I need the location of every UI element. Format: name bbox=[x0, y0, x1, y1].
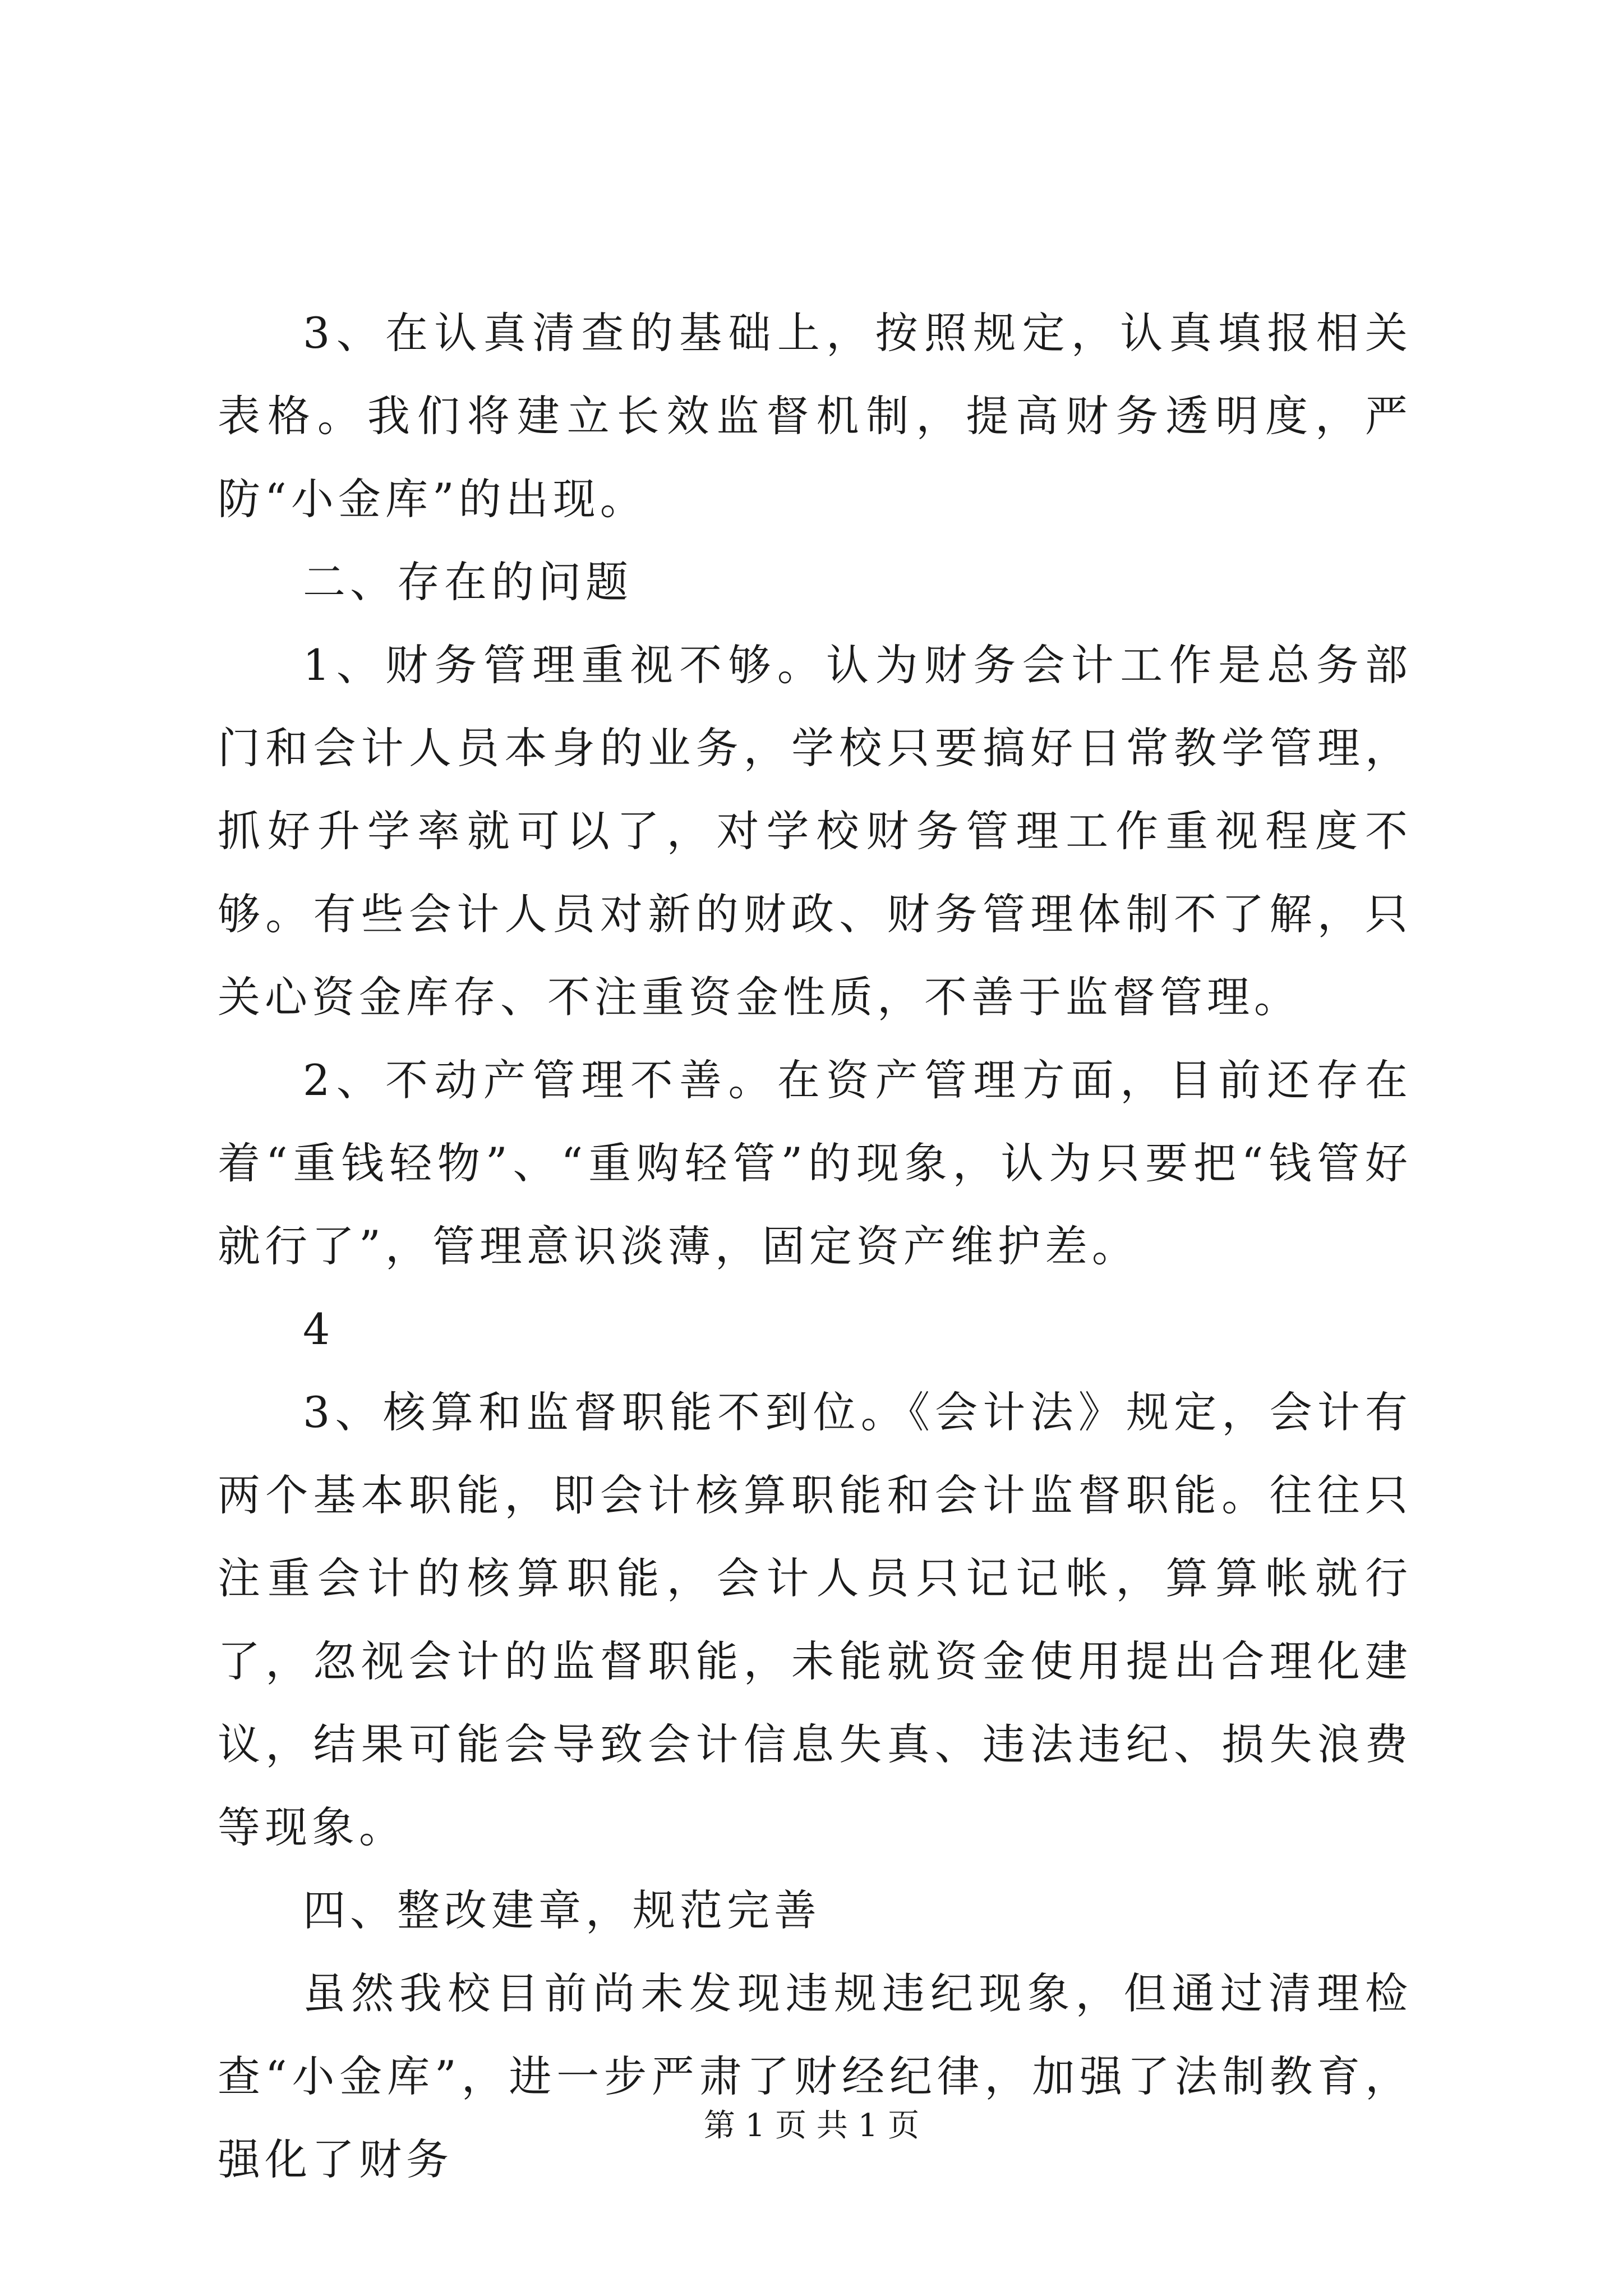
page-footer: 第 1 页 共 1 页 bbox=[703, 2108, 920, 2144]
section-heading-existing-problems: 二、存在的问题 bbox=[303, 557, 633, 607]
paragraph-item-3-reporting: 3、在认真清查的基础上，按照规定，认真填报相关表格。我们将建立长效监督机制，提高财务透明度，严防“小金库”的出现。 bbox=[218, 308, 1412, 524]
section-heading-rectification: 四、整改建章，规范完善 bbox=[303, 1885, 821, 1935]
paragraph-item-1-financial-management: 1、财务管理重视不够。认为财务会计工作是总务部门和会计人员本身的业务，学校只要搞好日常教学管理，抓好升学率就可以了，对学校财务管理工作重视程度不够。有些会计人员对新的财政、财务管理体制不了解，只关心资金库存、不注重资金性质，不善于监督管理。 bbox=[218, 640, 1412, 1022]
paragraph-rectification-body: 虽然我校目前尚未发现违规违纪现象，但通过清理检查“小金库”，进一步严肃了财经纪律，加强了法制教育，强化了财务 bbox=[218, 1968, 1412, 2184]
paragraph-item-3-accounting-supervision: 3、核算和监督职能不到位。《会计法》规定，会计有两个基本职能，即会计核算职能和会计监督职能。往往只注重会计的核算职能，会计人员只记记帐，算算帐就行了，忽视会计的监督职能，未能就资金使用提出合理化建议，结果可能会导致会计信息失真、违法违纪、损失浪费等现象。 bbox=[218, 1387, 1412, 1852]
document-body bbox=[218, 292, 1412, 2201]
paragraph-number-4: 4 bbox=[303, 1304, 335, 1354]
paragraph-item-2-asset-management: 2、不动产管理不善。在资产管理方面，目前还存在着“重钱轻物”、“重购轻管”的现象，认为只要把“钱管好就行了”，管理意识淡薄，固定资产维护差。 bbox=[218, 1055, 1412, 1271]
